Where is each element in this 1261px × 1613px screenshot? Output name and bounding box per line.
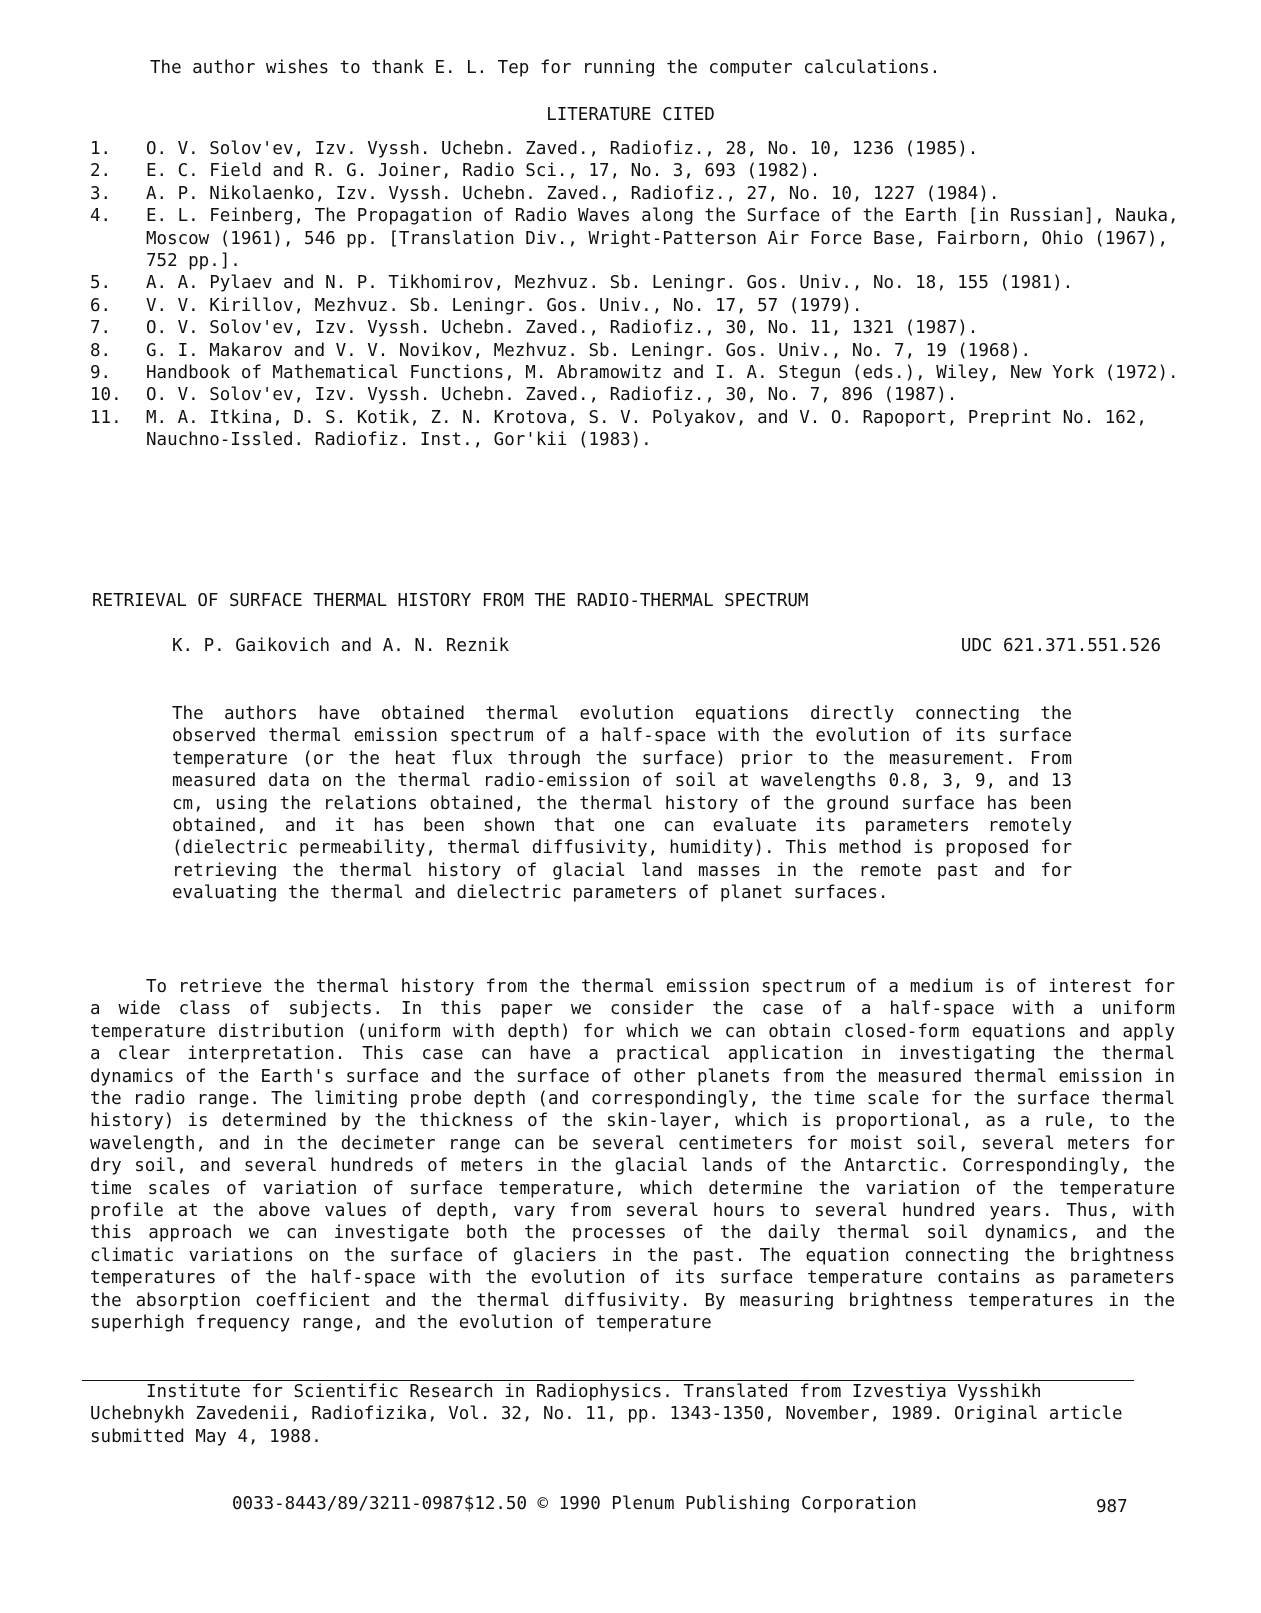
- reference-number: 2.: [90, 161, 112, 182]
- reference-item: [90, 340, 1200, 362]
- reference-text: O. V. Solov'ev, Izv. Vyssh. Uchebn. Zaved., Radiofiz., 28, No. 10, 1236 (1985).: [146, 139, 979, 159]
- reference-text: O. V. Solov'ev, Izv. Vyssh. Uchebn. Zaved., Radiofiz., 30, No. 11, 1321 (1987).: [146, 318, 979, 339]
- reference-text: V. V. Kirillov, Mezhvuz. Sb. Leningr. Gos. Univ., No. 17, 57 (1979).: [146, 295, 863, 316]
- reference-number: 10.: [90, 385, 122, 406]
- page-number: 987: [1096, 1497, 1128, 1517]
- reference-list: [90, 138, 1200, 452]
- reference-item: [90, 407, 1200, 452]
- reference-text: E. C. Field and R. G. Joiner, Radio Sci., 17, No. 3, 693 (1982).: [146, 161, 821, 182]
- reference-text: A. P. Nikolaenko, Izv. Vyssh. Uchebn. Zaved., Radiofiz., 27, No. 10, 1227 (1984).: [146, 183, 1000, 204]
- reference-number: 9.: [90, 363, 112, 384]
- reference-item: [90, 362, 1200, 384]
- reference-text: O. V. Solov'ev, Izv. Vyssh. Uchebn. Zaved., Radiofiz., 30, No. 7, 896 (1987).: [146, 385, 958, 406]
- reference-number: 8.: [90, 340, 112, 361]
- reference-item: [90, 138, 1200, 160]
- copyright-line: 0033-8443/89/3211-0987$12.50 © 1990 Plenum Publishing Corporation: [232, 1494, 917, 1514]
- reference-item: [90, 205, 1200, 272]
- reference-item: [90, 160, 1200, 182]
- reference-number: 5.: [90, 273, 112, 294]
- literature-heading: LITERATURE CITED: [546, 105, 715, 125]
- reference-text: A. A. Pylaev and N. P. Tikhomirov, Mezhvuz. Sb. Leningr. Gos. Univ., No. 18, 155 (1981).: [146, 273, 1074, 294]
- article-body-paragraph: To retrieve the thermal history from the thermal emission spectrum of a medium is of interest for a wide class of subjects. In this paper we consider the case of a half-space with a uniform temperature distribution (uniform with depth) for which we can obtain closed-form equations and apply a clear interpretation. This case can have a practical application in investigating the thermal dynamics of the Earth's surface and the surface of other planets from the measured thermal emission in the radio range. The limiting probe depth (and correspondingly, the time scale for the surface thermal history) is determined by the thickness of the skin-layer, which is proportional, as a rule, to the wavelength, and in the decimeter range can be several centimeters for moist soil, several meters for dry soil, and several hundreds of meters in the glacial lands of the Antarctic. Correspondingly, the time scales of variation of surface temperature, which determine the variation of the temperature profile at the above values of depth, vary from several hours to several hundred years. Thus, with this approach we can investigate both the processes of the daily thermal soil dynamics, and the climatic variations on the surface of glaciers in the past. The equation connecting the brightness temperatures of the half-space with the evolution of its surface temperature contains as parameters the absorption coefficient and the thermal diffusivity. By measuring brightness temperatures in the superhigh frequency range, and the evolution of temperature: [90, 977, 1175, 1334]
- acknowledgment: The author wishes to thank E. L. Tep for running the computer calculations.: [150, 58, 941, 78]
- reference-text: E. L. Feinberg, The Propagation of Radio Waves along the Surface of the Earth [in Russian], Nauka, Moscow (1961), 546 pp. [Translation Div., Wright-Patterson Air Force Base, Fairborn, Ohio (1967), 752 pp.].: [146, 206, 1179, 272]
- footnote: Institute for Scientific Research in Radiophysics. Translated from Izvestiya Vysshikh Uchebnykh Zavedenii, Radiofizika, Vol. 32, No. 11, pp. 1343-1350, November, 1989. Original article submitted May 4, 1988.: [90, 1382, 1123, 1447]
- reference-item: [90, 295, 1200, 317]
- reference-text: M. A. Itkina, D. S. Kotik, Z. N. Krotova, S. V. Polyakov, and V. O. Rapoport, Preprint No. 162, Nauchno-Issled. Radiofiz. Inst., Gor'kii (1983).: [146, 407, 1147, 451]
- reference-number: 4.: [90, 206, 112, 227]
- reference-number: 7.: [90, 318, 112, 339]
- reference-item: [90, 317, 1200, 339]
- reference-number: 3.: [90, 183, 112, 204]
- article-authors: K. P. Gaikovich and A. N. Reznik: [172, 636, 510, 656]
- reference-text: G. I. Makarov and V. V. Novikov, Mezhvuz. Sb. Leningr. Gos. Univ., No. 7, 19 (1968).: [146, 340, 1032, 361]
- article-abstract: The authors have obtained thermal evolution equations directly connecting the observed thermal emission spectrum of a half-space with the evolution of its surface temperature (or the heat flux through the surface) prior to the measurement. From measured data on the thermal radio-emission of soil at wavelengths 0.8, 3, 9, and 13 cm, using the relations obtained, the thermal history of the ground surface has been obtained, and it has been shown that one can evaluate its parameters remotely (dielectric permeability, thermal diffusivity, humidity). This method is proposed for retrieving the thermal history of glacial land masses in the remote past and for evaluating the thermal and dielectric parameters of planet surfaces.: [172, 704, 1072, 904]
- reference-item: [90, 384, 1200, 406]
- reference-number: 11.: [90, 407, 122, 428]
- udc-code: UDC 621.371.551.526: [960, 636, 1161, 656]
- reference-number: 6.: [90, 295, 112, 316]
- reference-number: 1.: [90, 139, 112, 159]
- reference-item: [90, 183, 1200, 205]
- reference-text: Handbook of Mathematical Functions, M. Abramowitz and I. A. Stegun (eds.), Wiley, New York (1972).: [146, 363, 1179, 384]
- article-title: RETRIEVAL OF SURFACE THERMAL HISTORY FROM THE RADIO-THERMAL SPECTRUM: [92, 591, 809, 611]
- reference-item: [90, 272, 1200, 294]
